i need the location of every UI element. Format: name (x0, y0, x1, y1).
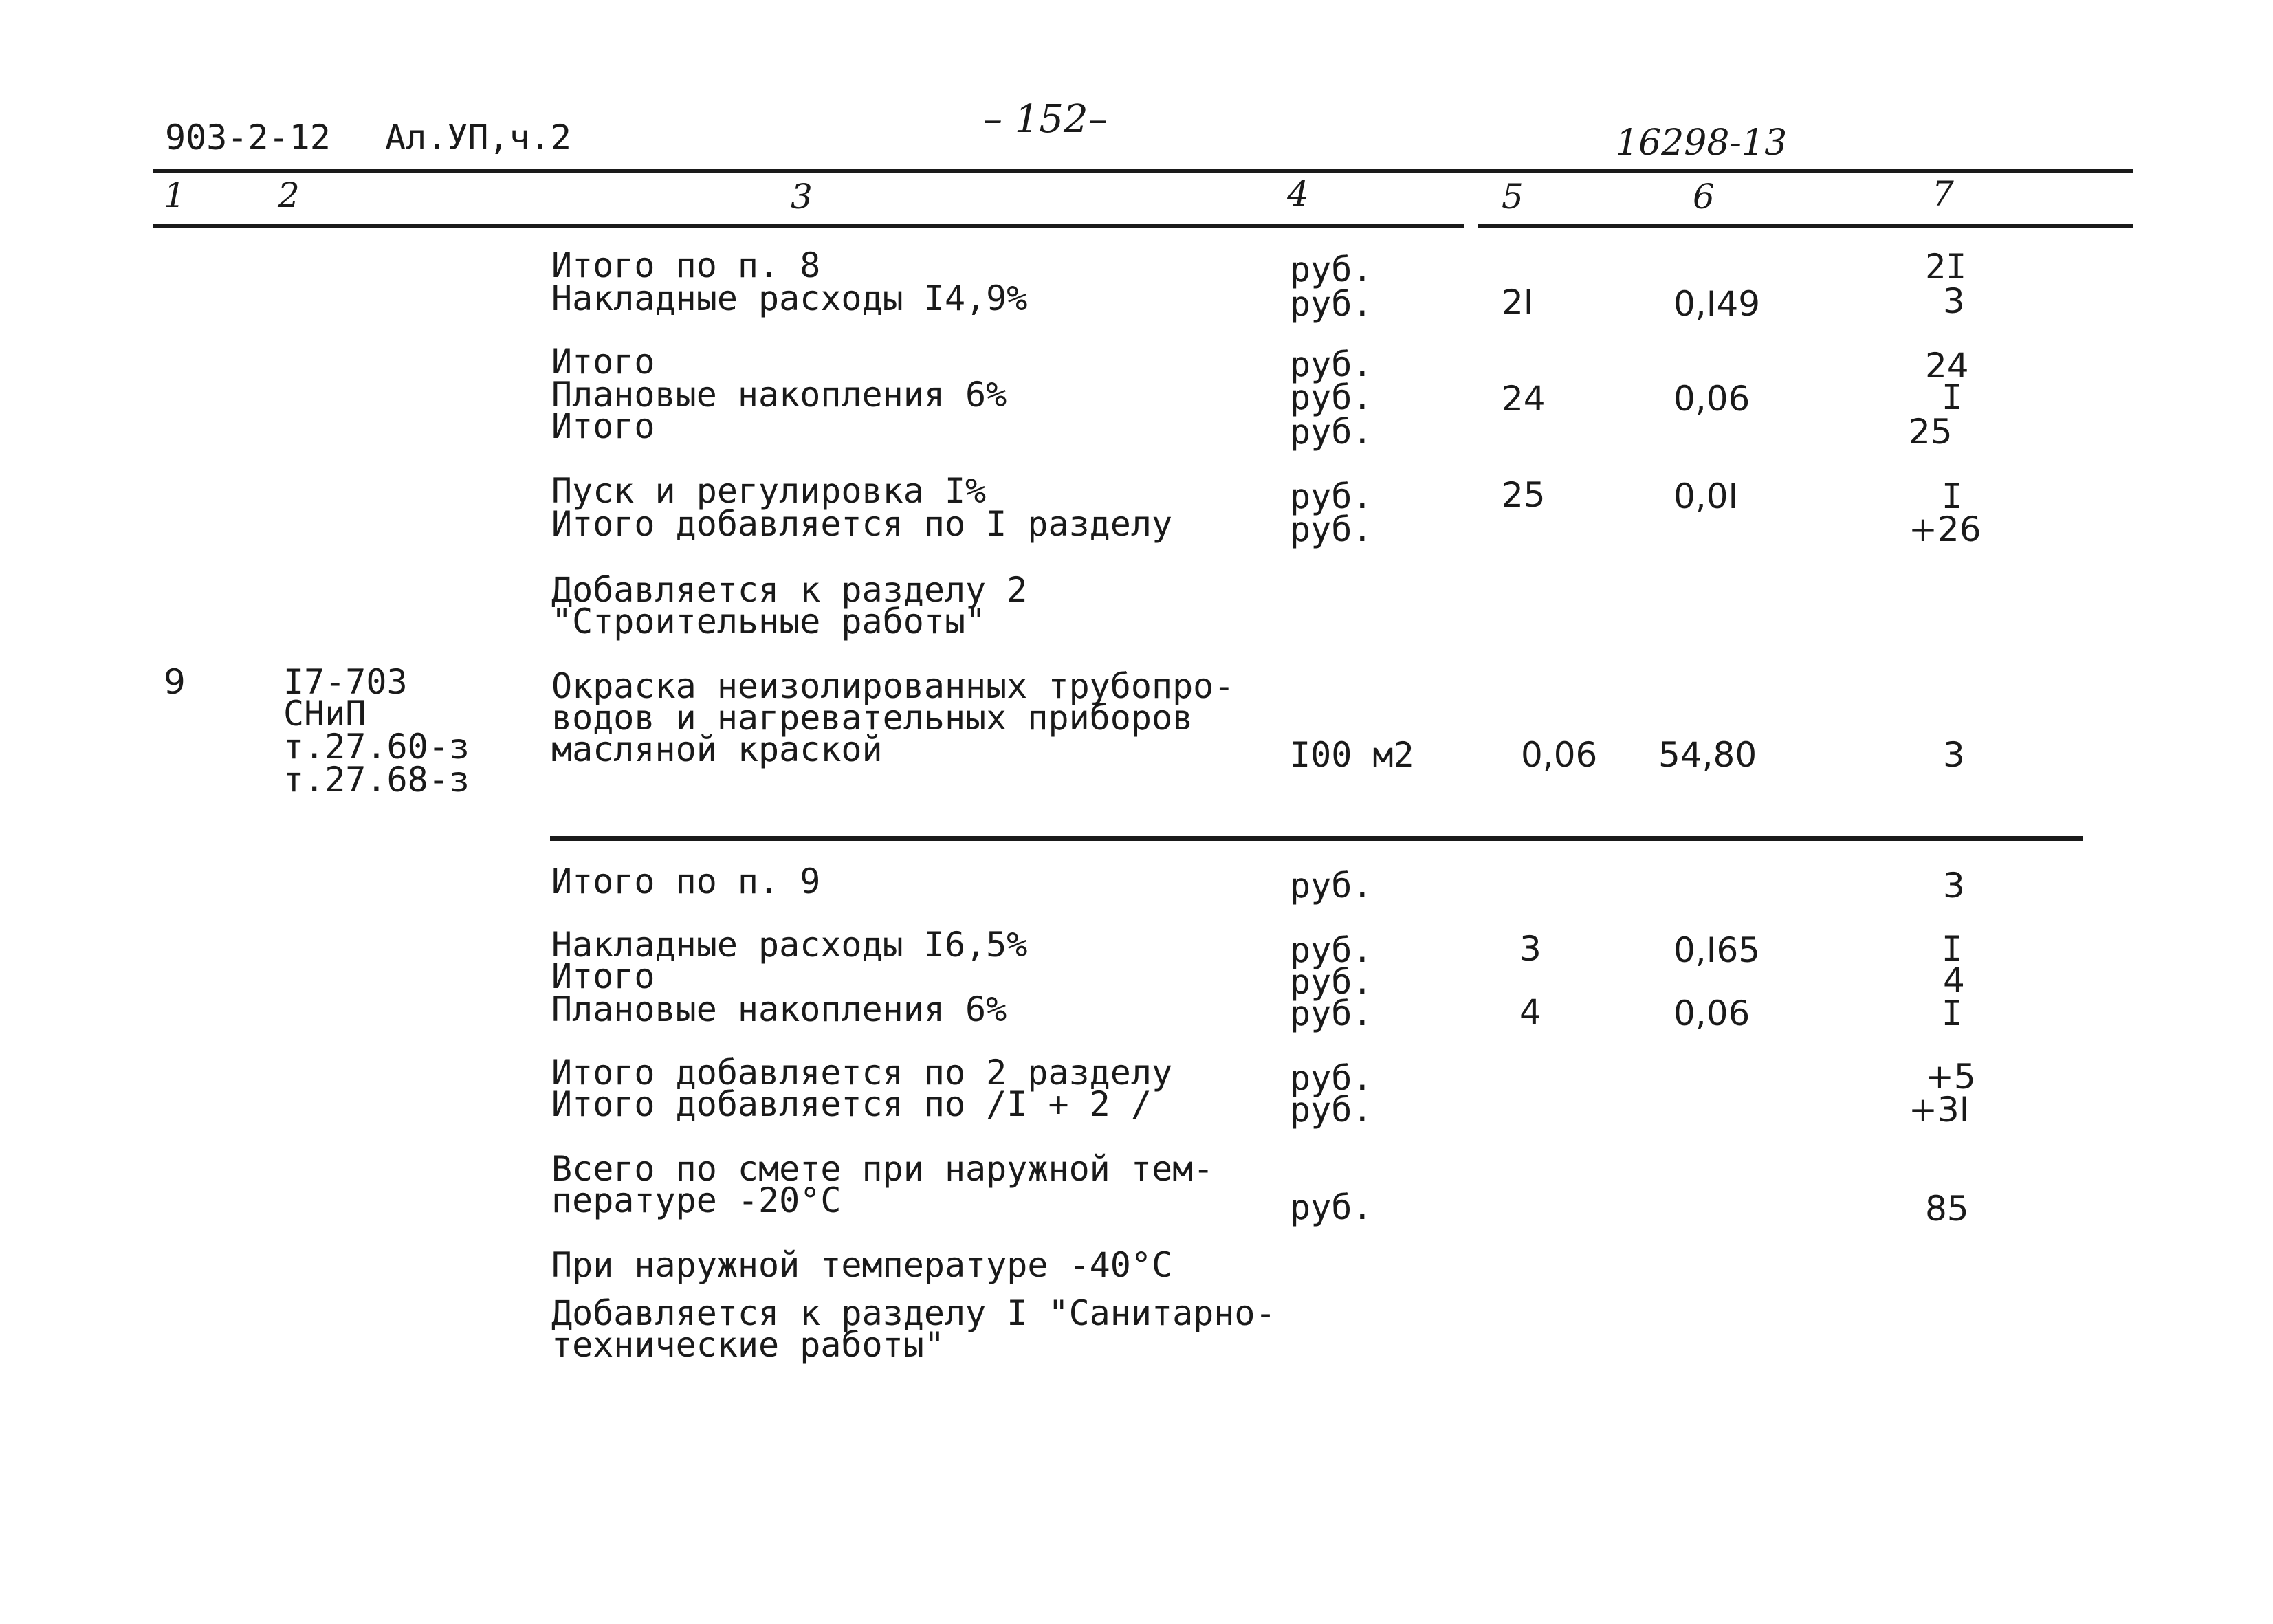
row-rate: 0,06 (1673, 994, 1750, 1033)
item-description: масляной краской (551, 729, 883, 769)
note-text: Добавляется к разделу I "Санитарно- (551, 1293, 1276, 1333)
column-header-7: 7 (1932, 174, 1954, 214)
column-header-3: 3 (791, 177, 813, 217)
row-description: Итого добавляется по /I + 2 / (551, 1084, 1152, 1124)
row-base: 25 (1502, 475, 1546, 515)
row-base: 24 (1502, 379, 1546, 419)
item-total: 3 (1943, 735, 1965, 775)
row-total: 3 (1943, 866, 1965, 906)
row-description: Итого добавляется по 2 разделу (551, 1053, 1173, 1093)
row-description: Итого по п. 8 (551, 245, 821, 285)
row-total: 2I (1925, 247, 1967, 287)
row-base: 2I (1502, 283, 1534, 322)
row-unit: руб. (1290, 344, 1373, 384)
header-bottom-rule-left (153, 224, 1464, 228)
row-unit: руб. (1290, 377, 1373, 417)
row-unit: руб. (1290, 962, 1373, 1002)
row-unit: руб. (1290, 930, 1373, 970)
item-code: т.27.68-з (283, 760, 470, 800)
header-bottom-rule-right (1478, 224, 2133, 228)
row-rate: 0,I65 (1673, 930, 1761, 970)
item-description: Окраска неизолированных трубопро- (551, 666, 1235, 706)
item-code: т.27.60-з (283, 727, 470, 767)
row-unit: руб. (1290, 250, 1373, 289)
item-code: СНиП (283, 694, 366, 734)
inventory-number: 16298-13 (1616, 122, 1788, 164)
row-description: Итого добавляется по I разделу (551, 504, 1173, 544)
column-header-1: 1 (164, 175, 186, 215)
row-total: 3 (1943, 281, 1965, 321)
row-total: +5 (1925, 1057, 1976, 1097)
section-note: Добавляется к разделу 2 (551, 570, 1028, 610)
row-description: Накладные расходы I4,9% (551, 278, 1028, 318)
section-divider (550, 836, 2083, 841)
row-description: Итого по п. 9 (551, 862, 821, 901)
item-unit: I00 м2 (1290, 735, 1414, 775)
row-description: Накладные расходы I6,5% (551, 925, 1028, 965)
row-description: Итого (551, 342, 655, 382)
grand-total-label: пературе -20°С (551, 1181, 842, 1220)
row-total: I (1942, 377, 1963, 417)
column-header-4: 4 (1287, 174, 1309, 214)
page-number: – 152– (983, 97, 1108, 142)
row-description: Итого (551, 956, 655, 996)
row-rate: 0,0I (1673, 476, 1739, 516)
row-base: 4 (1519, 992, 1541, 1032)
row-unit: руб. (1290, 476, 1373, 516)
row-total: 24 (1925, 346, 1969, 386)
row-unit: руб. (1290, 1058, 1373, 1098)
row-rate: 0,06 (1673, 379, 1750, 419)
row-total: 25 (1909, 412, 1953, 452)
row-unit: руб. (1290, 509, 1373, 549)
grand-total-value: 85 (1925, 1189, 1969, 1229)
item-price: 54,80 (1658, 735, 1757, 775)
item-quantity: 0,06 (1521, 735, 1598, 775)
row-description: Пуск и регулировка I% (551, 471, 987, 511)
row-total: I (1942, 476, 1963, 516)
header-top-rule (153, 169, 2133, 173)
row-total: 4 (1943, 961, 1965, 1000)
row-total: I (1942, 994, 1963, 1033)
column-header-2: 2 (278, 175, 300, 215)
row-description: Плановые накопления 6% (551, 375, 1007, 415)
column-header-6: 6 (1693, 177, 1715, 217)
item-description: водов и нагревательных приборов (551, 698, 1194, 738)
row-total: +3I (1909, 1090, 1970, 1130)
row-description: Плановые накопления 6% (551, 989, 1007, 1029)
note-text: При наружной температуре -40°С (551, 1245, 1173, 1285)
row-unit: руб. (1290, 412, 1373, 452)
row-total: I (1942, 929, 1963, 969)
row-unit: руб. (1290, 866, 1373, 906)
row-unit: руб. (1290, 994, 1373, 1033)
row-rate: 0,I49 (1673, 284, 1761, 324)
row-base: 3 (1519, 929, 1541, 969)
grand-total-label: Всего по смете при наружной тем- (551, 1149, 1214, 1189)
document-code: 903-2-12 (165, 118, 331, 157)
item-number: 9 (164, 662, 186, 702)
item-code: I7-703 (283, 662, 408, 702)
column-header-5: 5 (1502, 177, 1524, 217)
row-total: +26 (1909, 509, 1981, 549)
row-description: Итого (551, 406, 655, 446)
row-unit: руб. (1290, 1090, 1373, 1130)
section-note: "Строительные работы" (551, 602, 987, 641)
grand-total-unit: руб. (1290, 1187, 1373, 1227)
album-reference: Ал.УП,ч.2 (385, 118, 571, 157)
note-text: технические работы" (551, 1325, 945, 1365)
row-unit: руб. (1290, 284, 1373, 324)
